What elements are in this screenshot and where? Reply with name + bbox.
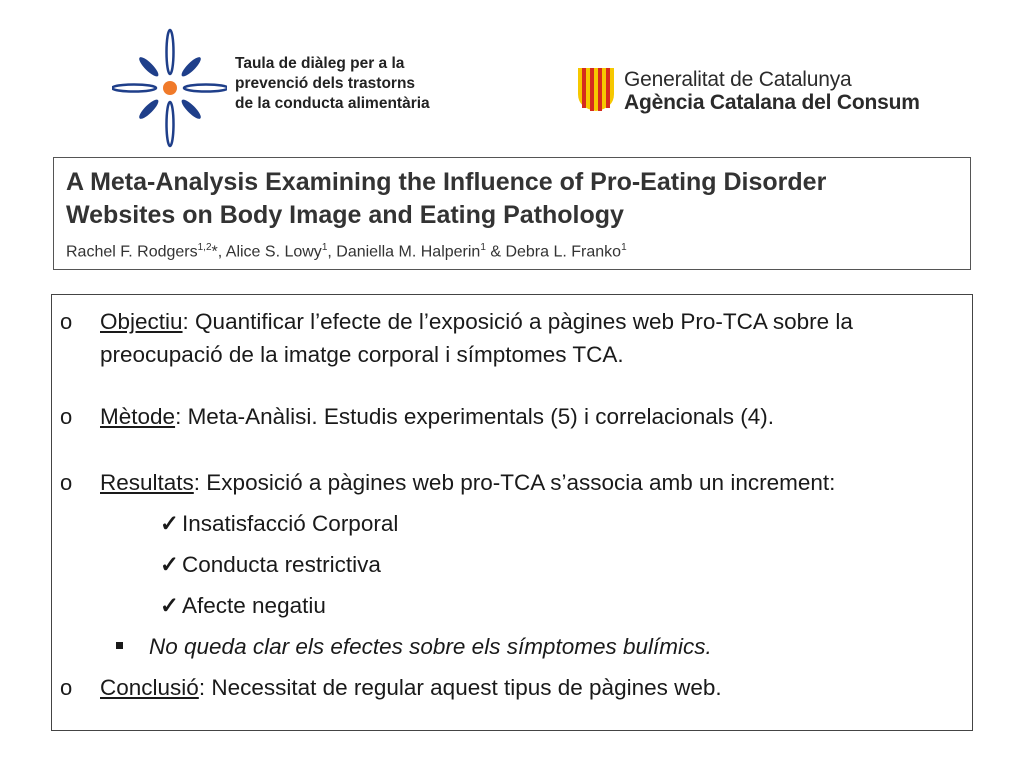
results-text: : Exposició a pàgines web pro-TCA s’associa amb un increment: [193, 470, 836, 495]
logo-text-line: Taula de diàleg per a la [235, 55, 405, 72]
author-separator: , [327, 243, 337, 261]
generalitat-name: Generalitat de Catalunya [624, 68, 852, 91]
check-item-label: Conducta restrictiva [182, 552, 381, 577]
author-name: Debra L. Franko [505, 243, 622, 261]
bullet-icon: o [60, 675, 73, 700]
author-affiliation: 1,2 [197, 242, 212, 253]
bullet-icon: o [60, 309, 73, 334]
check-item-label: Insatisfacció Corporal [182, 511, 399, 536]
author-name: Alice S. Lowy [225, 243, 322, 261]
objective-text-cont: preocupació de la imatge corporal i símptomes TCA. [100, 342, 624, 367]
logo-text-line: de la conducta alimentària [235, 95, 430, 112]
logo-text-line: prevenció dels trastorns [235, 75, 416, 92]
summary-box [51, 294, 973, 731]
check-item [160, 548, 381, 581]
agency-name: Agència Catalana del Consum [624, 91, 920, 114]
objective-label: Objectiu [100, 309, 183, 334]
checkmark-icon: ✓ [160, 511, 179, 536]
method-label: Mètode [100, 404, 176, 429]
paper-title-line: Websites on Body Image and Eating Pathology [66, 201, 624, 229]
senyera-shield-icon [576, 66, 616, 112]
check-item [160, 507, 398, 540]
paper-authors [66, 242, 627, 261]
author-affiliation: 1 [321, 242, 328, 253]
checkmark-icon: ✓ [160, 593, 179, 618]
generalitat-logo [576, 66, 936, 116]
bullet-icon: o [60, 404, 73, 429]
author-name: Daniella M. Halperin [336, 243, 481, 261]
conclusion-text: : Necessitat de regular aquest tipus de pàgines web. [198, 675, 722, 700]
paper-title-line: A Meta-Analysis Examining the Influence of Pro-Eating Disorder [66, 168, 827, 196]
check-item [160, 589, 326, 622]
check-item-label: Afecte negatiu [182, 593, 326, 618]
flower-logo-icon [112, 28, 227, 148]
paper-citation-box [53, 157, 971, 270]
objective-text: : Quantificar l’efecte de l’exposició a pàgines web Pro-TCA sobre la [182, 309, 853, 334]
results-label: Resultats [100, 470, 194, 495]
conclusion-label: Conclusió [100, 675, 199, 700]
author-name: Rachel F. Rodgers [66, 243, 198, 261]
checkmark-icon: ✓ [160, 552, 179, 577]
square-bullet-icon [116, 642, 123, 649]
taula-dialeg-logo [112, 28, 472, 148]
note-text: No queda clar els efectes sobre els símptomes bulímics. [149, 634, 712, 659]
author-separator: *, [211, 243, 226, 261]
author-affiliation: 1 [480, 242, 486, 253]
method-text: : Meta-Anàlisi. Estudis experimentals (5) i correlacionals (4). [175, 404, 775, 429]
bullet-icon: o [60, 470, 73, 495]
author-separator: & [485, 243, 506, 261]
author-affiliation: 1 [621, 242, 627, 253]
paper-title [66, 166, 966, 232]
taula-dialeg-logo-text [235, 54, 475, 114]
note-item [116, 630, 712, 663]
